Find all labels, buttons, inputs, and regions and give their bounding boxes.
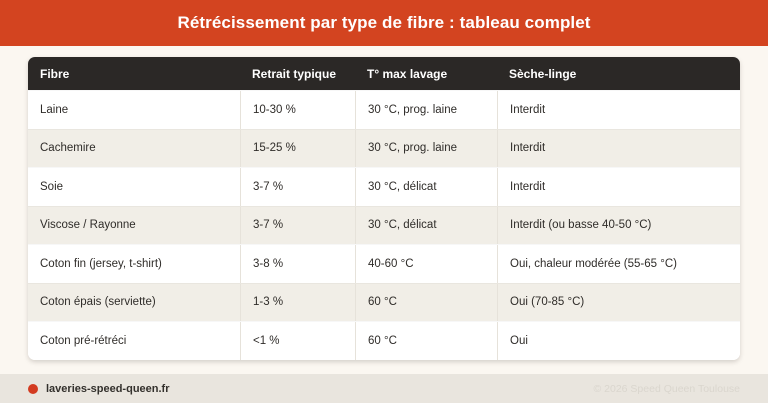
table-cell: 40-60 °C <box>355 245 497 283</box>
column-header-fibre: Fibre <box>40 66 70 81</box>
table-cell: Interdit <box>497 168 740 206</box>
table-cell: Viscose / Rayonne <box>40 219 136 232</box>
shrinkage-table <box>28 57 740 360</box>
footer <box>0 374 768 403</box>
table-cell: Cachemire <box>40 142 96 155</box>
table-cell: 60 °C <box>355 322 497 360</box>
column-header-seche-linge: Sèche-linge <box>509 66 577 81</box>
footer-site-label: laveries-speed-queen.fr <box>46 382 170 395</box>
table-cell: Soie <box>40 180 64 193</box>
table-cell: 30 °C, délicat <box>355 168 497 206</box>
table-row <box>28 244 740 283</box>
table-cell: Interdit (ou basse 40-50 °C) <box>497 207 740 245</box>
table-cell: 1-3 % <box>240 284 355 322</box>
table-cell: Coton fin (jersey, t-shirt) <box>40 257 162 270</box>
title-banner <box>0 0 768 46</box>
table-cell: 60 °C <box>355 284 497 322</box>
table-header-row <box>28 57 740 90</box>
table-cell: 3-7 % <box>240 207 355 245</box>
table-cell: Coton pré-rétréci <box>40 334 127 347</box>
table-row <box>28 167 740 206</box>
table-row <box>28 90 740 129</box>
table-row <box>28 321 740 360</box>
table-cell: 30 °C, délicat <box>355 207 497 245</box>
table-cell: Coton épais (serviette) <box>40 296 156 309</box>
table-cell: 30 °C, prog. laine <box>355 130 497 168</box>
table-cell: 15-25 % <box>240 130 355 168</box>
column-header-retrait: Retrait typique <box>252 66 337 81</box>
table-cell: Oui <box>497 322 740 360</box>
table-cell: Oui, chaleur modérée (55-65 °C) <box>497 245 740 283</box>
table-cell: 3-7 % <box>240 168 355 206</box>
table-cell: 30 °C, prog. laine <box>355 91 497 129</box>
table-cell: Interdit <box>497 130 740 168</box>
column-header-temp-lavage: T° max lavage <box>367 66 448 81</box>
page-title: Rétrécissement par type de fibre : tableau complet <box>177 13 591 32</box>
table-cell: Interdit <box>497 91 740 129</box>
table-row <box>28 129 740 168</box>
brand-dot-icon <box>28 384 38 394</box>
table-row <box>28 206 740 245</box>
table-cell: Oui (70-85 °C) <box>497 284 740 322</box>
table-cell: Laine <box>40 103 69 116</box>
table-row <box>28 283 740 322</box>
table-cell: 10-30 % <box>240 91 355 129</box>
footer-copyright: © 2026 Speed Queen Toulouse <box>593 382 740 395</box>
table-body <box>28 90 740 360</box>
table-cell: 3-8 % <box>240 245 355 283</box>
table-cell: <1 % <box>240 322 355 360</box>
